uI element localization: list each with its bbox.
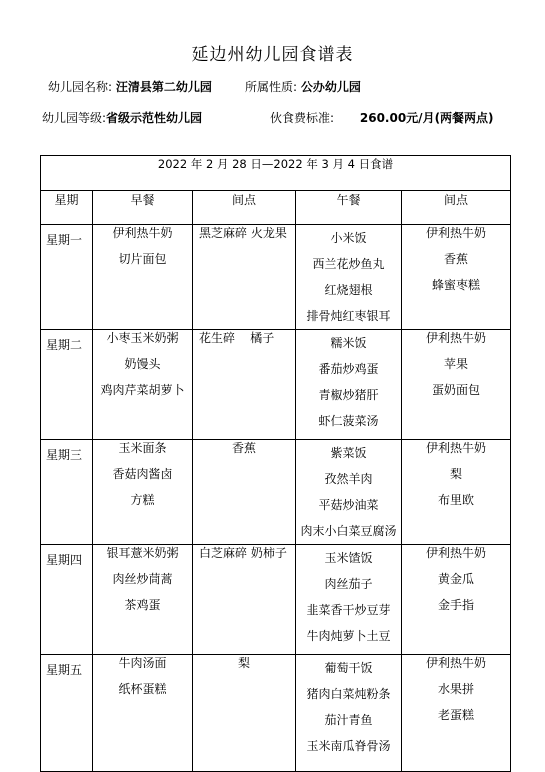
menu-item: 蛋奶面包 [431, 383, 480, 397]
page-title: 延边州幼儿园食谱表 [191, 45, 354, 65]
level-label: 幼儿园等级: [42, 111, 107, 125]
menu-item: 青椒炒猪肝 [318, 388, 379, 402]
header-day: 星期 [41, 191, 93, 225]
day-cell: 星期五 [41, 655, 93, 772]
menu-item: 香蕉 [443, 252, 468, 266]
menu-item: 白芝麻碎 奶柿子 [199, 546, 287, 560]
day-cell: 星期四 [41, 545, 93, 655]
header-lunch: 午餐 [296, 191, 402, 225]
menu-item: 伊利热牛奶 [425, 331, 486, 345]
fee-label: 伙食费标准: [270, 111, 335, 125]
menu-item: 伊利热牛奶 [425, 656, 486, 670]
menu-item: 黄金瓜 [437, 572, 474, 586]
breakfast-cell [93, 440, 193, 545]
menu-item: 肉丝炒茼蒿 [112, 572, 173, 586]
lunch-cell [296, 225, 402, 330]
snack1-cell [193, 440, 296, 545]
menu-item: 孜然羊肉 [324, 472, 373, 486]
menu-item: 红烧翅根 [324, 283, 373, 297]
snack2-cell [402, 545, 511, 655]
menu-item: 伊利热牛奶 [112, 226, 173, 240]
table-row [41, 545, 511, 655]
snack1-cell [193, 330, 296, 440]
breakfast-cell [93, 545, 193, 655]
snack2-cell [402, 440, 511, 545]
level-row [42, 109, 202, 126]
snack1-cell [193, 655, 296, 772]
menu-item: 玉米面条 [118, 441, 167, 455]
kindergarten-name-label: 幼儿园名称: [48, 80, 113, 94]
menu-item: 小米饭 [330, 231, 367, 245]
menu-item: 方糕 [130, 493, 155, 507]
menu-item: 奶馒头 [124, 357, 161, 371]
snack2-cell [402, 655, 511, 772]
menu-item: 葡萄干饭 [324, 661, 373, 675]
menu-item: 韭菜香干炒豆芽 [306, 603, 391, 617]
menu-item: 苹果 [443, 357, 468, 371]
menu-item: 金手指 [437, 598, 474, 612]
menu-item: 纸杯蛋糕 [118, 682, 167, 696]
header-breakfast: 早餐 [93, 191, 193, 225]
date-range-row [41, 156, 511, 191]
snack2-cell [402, 330, 511, 440]
kindergarten-name-value: 汪清县第二幼儿园 [115, 80, 212, 94]
lunch-cell [296, 440, 402, 545]
menu-item: 玉米馇饭 [324, 551, 373, 565]
table-row [41, 440, 511, 545]
menu-item: 香菇肉酱卤 [112, 467, 173, 481]
menu-item: 老蛋糕 [437, 708, 474, 722]
menu-item: 紫菜饭 [330, 446, 367, 460]
menu-item: 排骨炖红枣银耳 [306, 309, 391, 323]
lunch-cell [296, 330, 402, 440]
menu-item: 香蕉 [231, 441, 256, 455]
date-range: 2022 年 2 月 28 日—2022 年 3 月 4 日食谱 [41, 156, 511, 191]
ownership-row [245, 78, 361, 95]
menu-table [40, 155, 511, 772]
menu-item: 鸡肉芹菜胡萝卜 [100, 383, 185, 397]
menu-item: 牛肉炖萝卜土豆 [306, 629, 391, 643]
level-value: 省级示范性幼儿园 [106, 111, 203, 125]
menu-item: 伊利热牛奶 [425, 226, 486, 240]
lunch-cell [296, 655, 402, 772]
menu-item: 虾仁菠菜汤 [318, 414, 379, 428]
menu-item: 花生碎 橘子 [199, 331, 275, 345]
ownership-label: 所属性质: [245, 80, 298, 94]
ownership-value: 公办幼儿园 [300, 80, 361, 94]
breakfast-cell [93, 655, 193, 772]
menu-item: 伊利热牛奶 [425, 441, 486, 455]
menu-item: 猪肉白菜炖粉条 [306, 687, 391, 701]
menu-item: 肉丝茄子 [324, 577, 373, 591]
snack2-cell [402, 225, 511, 330]
menu-item: 茶鸡蛋 [124, 598, 161, 612]
fee-row [270, 109, 494, 126]
menu-item: 西兰花炒鱼丸 [312, 257, 385, 271]
menu-item: 黑芝麻碎 火龙果 [199, 226, 287, 240]
menu-item: 牛肉汤面 [118, 656, 167, 670]
lunch-cell [296, 545, 402, 655]
snack1-cell [193, 225, 296, 330]
breakfast-cell [93, 225, 193, 330]
menu-item: 切片面包 [118, 252, 167, 266]
menu-item: 小枣玉米奶粥 [106, 331, 179, 345]
breakfast-cell [93, 330, 193, 440]
header-snack-1: 间点 [193, 191, 296, 225]
menu-item: 蜂蜜枣糕 [431, 278, 480, 292]
menu-item: 茄汁青鱼 [324, 713, 373, 727]
kindergarten-name-row [48, 78, 212, 95]
day-cell: 星期一 [41, 225, 93, 330]
day-cell: 星期三 [41, 440, 93, 545]
table-row [41, 225, 511, 330]
day-cell: 星期二 [41, 330, 93, 440]
table-row [41, 330, 511, 440]
menu-item: 糯米饭 [330, 336, 367, 350]
header-snack-2: 间点 [402, 191, 511, 225]
menu-item: 肉末小白菜豆腐汤 [300, 524, 397, 538]
menu-item: 伊利热牛奶 [425, 546, 486, 560]
menu-item: 银耳薏米奶粥 [106, 546, 179, 560]
table-row [41, 655, 511, 772]
menu-item: 梨 [237, 656, 250, 670]
menu-item: 梨 [449, 467, 462, 481]
menu-item: 水果拼 [437, 682, 474, 696]
menu-item: 玉米南瓜脊骨汤 [306, 739, 391, 753]
fee-value: 260.00元/月(两餐两点) [359, 111, 494, 125]
menu-item: 平菇炒油菜 [318, 498, 379, 512]
menu-item: 番茄炒鸡蛋 [318, 362, 379, 376]
menu-item: 布里欧 [437, 493, 474, 507]
snack1-cell [193, 545, 296, 655]
